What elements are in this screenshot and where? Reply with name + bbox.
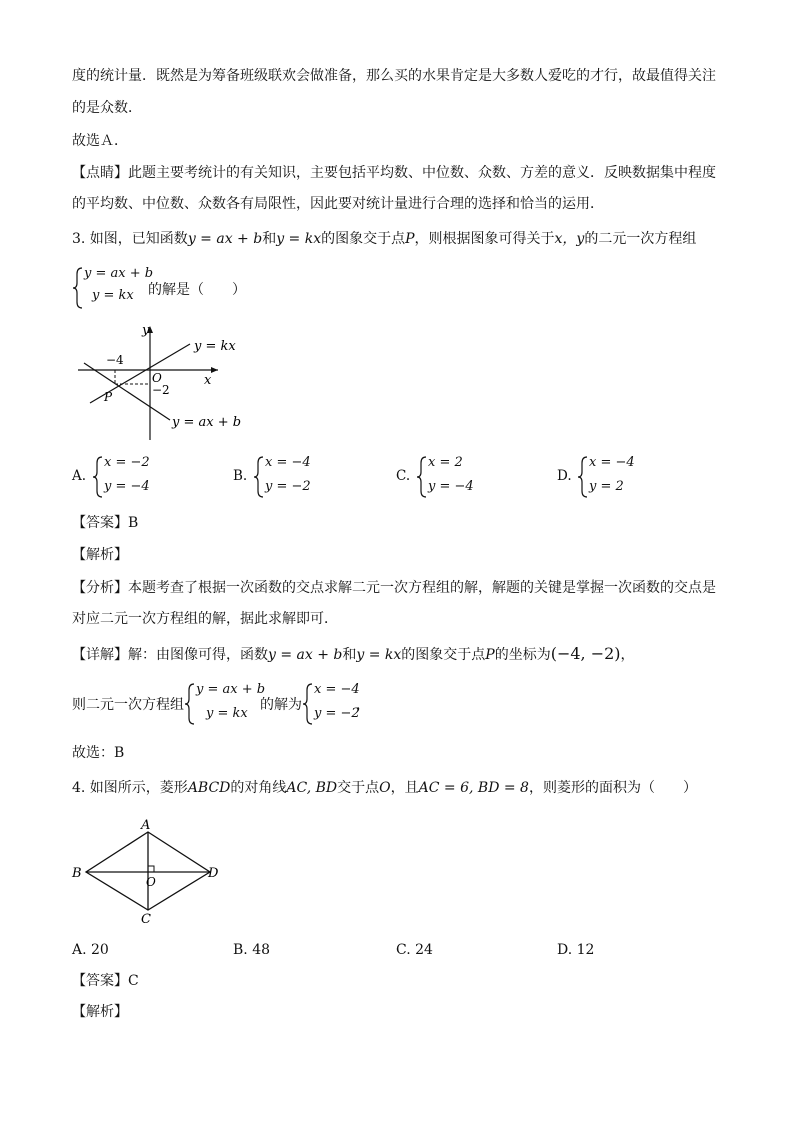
formula: P <box>485 647 495 663</box>
right-angle-icon <box>148 866 154 872</box>
point-tag: 【点睛】 <box>72 165 128 181</box>
formula: y = ax + b <box>268 647 343 663</box>
formula: AC, BD <box>286 780 338 796</box>
function-graph <box>70 322 270 442</box>
equation: x = −4 <box>265 455 311 470</box>
option-d[interactable] <box>557 940 594 960</box>
text: 的对角线 <box>230 780 287 796</box>
vertex-b-label: B <box>72 866 82 881</box>
point-p-label: P <box>104 390 113 404</box>
text: 的解是（ ） <box>148 282 246 298</box>
left-brace-icon <box>72 266 84 310</box>
formula: y = kx <box>356 647 402 663</box>
text: ，则菱形的面积为（ ） <box>528 780 697 796</box>
option-d[interactable] <box>557 455 647 499</box>
text: 此题主要考统计的有关知识，主要包括平均数、中位数、众数、方差的意义．反映数据集中程度 <box>128 165 716 181</box>
axb-label: y = ax + b <box>172 415 242 430</box>
option-value: 24 <box>415 942 433 958</box>
option-value: 20 <box>91 942 109 958</box>
option-c[interactable] <box>396 940 433 960</box>
formula: P <box>405 231 415 247</box>
point-line <box>72 194 604 214</box>
option-b[interactable] <box>233 455 323 499</box>
text: ，且 <box>390 780 419 796</box>
paragraph-line <box>72 98 142 118</box>
text: 【解析】 <box>72 547 128 563</box>
text: 本题考查了根据一次函数的交点求解二元一次方程组的解，解题的关键是掌握一次函数的交点是 <box>128 580 716 596</box>
text: 的图象交于点 <box>401 647 486 663</box>
formula: O <box>379 780 391 796</box>
equation: y = kx <box>92 288 134 303</box>
text: 的解为 <box>260 697 302 713</box>
equation: y = −4 <box>428 479 474 494</box>
left-brace-icon <box>184 682 196 726</box>
left-brace-icon <box>302 682 314 726</box>
text: 和 <box>262 231 277 247</box>
fenxi-tag: 【分析】 <box>72 580 128 596</box>
option-letter: A. <box>72 942 92 958</box>
kx-label: y = kx <box>194 339 236 354</box>
detail-system-line <box>72 682 392 728</box>
formula: y = ax + b <box>187 231 263 247</box>
text: 则二元一次方程组 <box>72 697 184 713</box>
option-letter: C. <box>396 942 416 958</box>
formula: ABCD <box>187 780 231 796</box>
left-brace-icon <box>416 455 428 499</box>
equation-system <box>72 266 152 310</box>
left-brace-icon <box>577 455 589 499</box>
text: 的二元一次方程组 <box>584 231 697 247</box>
text: ， <box>620 647 635 663</box>
answer-line <box>72 971 139 991</box>
equation: y = −4 <box>104 479 150 494</box>
option-letter: A. <box>72 468 87 484</box>
text: ， <box>356 697 370 713</box>
text: 度的统计量．既然是为筹备班级联欢会做准备，那么买的水果肯定是大多数人爱吃的才行，故最值得关注 <box>72 68 716 84</box>
equation: x = −2 <box>104 455 150 470</box>
equation: y = ax + b <box>84 266 154 281</box>
detail-tag: 【详解】 <box>72 647 128 663</box>
option-letter: B. <box>233 942 253 958</box>
y-label: y <box>142 323 150 338</box>
analysis-tag <box>72 545 128 565</box>
question-4-stem <box>72 778 697 798</box>
equation: x = 2 <box>428 455 463 470</box>
text: 【解析】 <box>72 1004 128 1020</box>
option-letter: C. <box>396 468 411 484</box>
text: 故选：B <box>72 745 125 761</box>
equation: y = ax + b <box>196 682 266 697</box>
analysis-tag <box>72 1002 128 1022</box>
equation: y = 2 <box>589 479 624 494</box>
vertex-d-label: D <box>208 866 219 881</box>
option-b[interactable] <box>233 940 270 960</box>
text: 和 <box>342 647 357 663</box>
equation: y = −2 <box>265 479 311 494</box>
option-a[interactable] <box>72 455 162 499</box>
origin-label: O <box>152 371 162 385</box>
text: 的平均数、中位数、众数各有局限性，因此要对统计量进行合理的选择和恰当的运用． <box>72 196 604 212</box>
rhombus-diagram <box>68 816 228 926</box>
formula: (−4, −2) <box>550 644 621 663</box>
point-line <box>72 163 716 183</box>
formula: AC = 6, BD = 8 <box>418 780 529 796</box>
option-c[interactable] <box>396 455 486 499</box>
text: 4. 如图所示，菱形 <box>72 780 188 796</box>
vertex-a-label: A <box>141 818 151 833</box>
analysis-line <box>72 578 716 598</box>
question-3-stem <box>72 229 696 249</box>
answer-value: C <box>128 973 139 989</box>
detail-line <box>72 644 635 665</box>
tick-label: −4 <box>106 353 124 367</box>
formula: x，y <box>554 231 585 247</box>
answer-line <box>72 743 124 763</box>
answer-line <box>72 131 128 151</box>
text: 3. 如图，已知函数 <box>72 231 188 247</box>
x-arrow-icon <box>211 367 218 373</box>
x-label: x <box>204 373 212 388</box>
option-value: 48 <box>252 942 271 958</box>
text: 的图象交于点 <box>321 231 406 247</box>
answer-value: B <box>128 515 139 531</box>
equation: x = −4 <box>589 455 635 470</box>
answer-tag: 【答案】 <box>72 973 128 989</box>
text: 交于点 <box>337 780 380 796</box>
text: 的是众数． <box>72 100 142 116</box>
paragraph-line <box>72 66 716 86</box>
option-a[interactable] <box>72 940 109 960</box>
equation: x = −4 <box>314 682 360 697</box>
formula: y = kx <box>276 231 322 247</box>
analysis-line <box>72 609 338 629</box>
text: 对应二元一次方程组的解，据此求解即可． <box>72 611 338 627</box>
text: 的坐标为 <box>494 647 551 663</box>
text: 故选Ａ． <box>72 133 128 149</box>
answer-line <box>72 513 138 533</box>
answer-tag: 【答案】 <box>72 515 128 531</box>
left-brace-icon <box>253 455 265 499</box>
left-brace-icon <box>92 455 104 499</box>
text: 解：由图像可得，函数 <box>128 647 268 663</box>
option-letter: B. <box>233 468 248 484</box>
option-letter: D. <box>557 942 577 958</box>
vertex-c-label: C <box>141 912 151 926</box>
equation: y = −2 <box>314 706 360 721</box>
text: ，则根据图象可得关于 <box>414 231 555 247</box>
option-value: 12 <box>576 942 595 958</box>
center-o-label: O <box>146 875 156 889</box>
option-letter: D. <box>557 468 572 484</box>
tick-label: −2 <box>152 383 170 397</box>
equation: y = kx <box>206 706 248 721</box>
